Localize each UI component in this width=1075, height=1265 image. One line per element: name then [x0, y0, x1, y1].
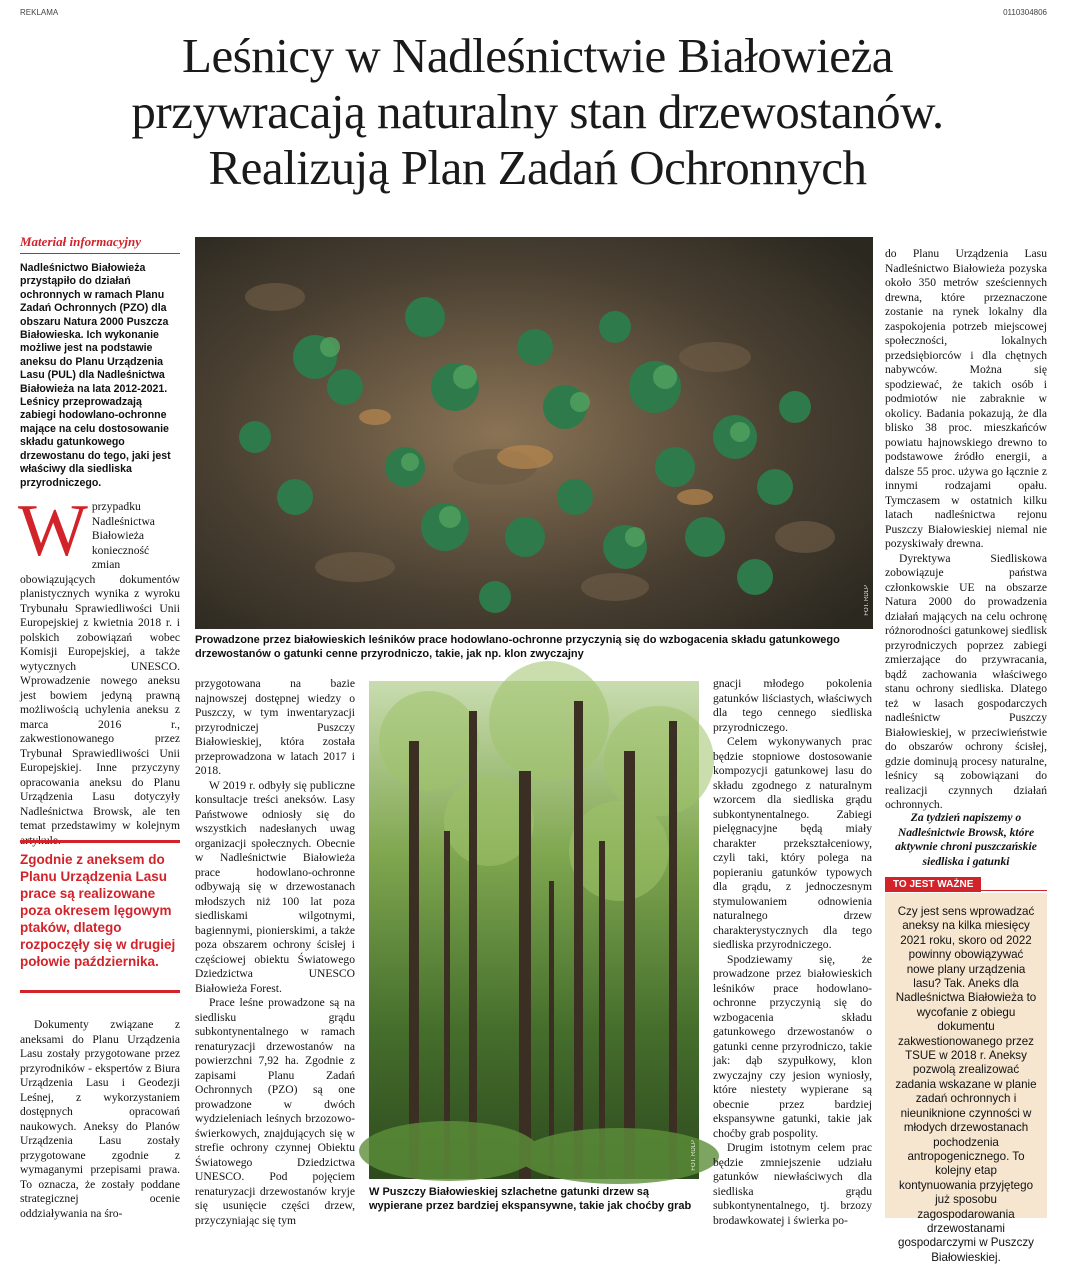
headline — [0, 28, 1075, 196]
section-label: REKLAMA — [20, 8, 59, 17]
column-4-paragraph-1: do Planu Urządzenia Lasu Nadleśnictwo Białowieża pozyska około 350 metrów sześciennych drewna, które przeznaczone zostanie na rynek lokalny dla zaspokojenia potrzeb miejscowej społeczności, lokalnych przedsiębiorców i dla chętnych nabywców. Można się spodziewać, że takich osób i podmiotów nie zabraknie w okolicy. Badania pokazują, że dla blisko 38 proc. mieszkańców powiatu hajnowskiego drewno to podstawowe źródło energii, a dalsze 55 proc. używa go łącznie z innymi rodzajami opału. Tymczasem w ostatnich kilku latach nadleśnictwa rejonu Puszczy Białowieskiej niemal nie pozyskiwały drewna. — [885, 247, 1047, 550]
ad-code: 0110304806 — [1003, 8, 1047, 17]
column-2 — [195, 677, 355, 1225]
column-1-bottom — [20, 1018, 180, 1223]
lead-paragraph: Nadleśnictwo Białowieża przystąpiło do działań ochronnych w ramach Planu Zadań Ochronnych (PZO) dla obszaru Natura 2000 Puszcza Białowieska. Ich wykonanie możliwe jest na podstawie aneksu do Planu Urządzenia Lasu (PUL) dla Nadleśnictwa Białowieża na lata 2012-2021. Leśnicy przeprowadzają zabiegi hodowlano-ochronne mające na celu dostosowanie składu gatunkowego drzewostanu do tego, jaki jest właściwy dla siedliska przyrodniczego. — [20, 262, 171, 489]
infobox-text: Czy jest sens wprowadzać aneksy na kilka miesięcy 2021 roku, skoro od 2022 powinny obowiązywać nowe plany urządzenia lasu? Tak. Aneks dla Nadleśnictwa Białowieża to wycofanie z obiegu dokumentu zakwestionowanego przez TSUE w 2018 r. Aneksy pozwolą zrealizować zadania wskazane w planie zadań ochronnych i nieuniknione czynności w młodych drzewostanach pochodzenia antropogenicznego. To kolejny etap kontynuowania przyjętego już sposobu zagospodarowania drzewostanami gospodarczymi w Puszczy Białowieskiej. — [895, 905, 1037, 1264]
infobox — [885, 893, 1047, 1264]
column-3-paragraph-2: Celem wykonywanych prac będzie stopniowe dostosowanie kompozycji gatunkowej lasu do składu zgodnego z naturalnym wzorcem dla siedliska grądu subkontynentalnego. Zabiegi pielęgnacyjne będą miały charakter przekształceniowy, czyli taki, który polega na popieraniu gatunków typowych dla grądu, z jednoczesnym stymulowaniem odnowienia naturalnego drzew charakterystycznych dla tego siedliska przyrodniczego. — [713, 735, 872, 951]
headline-line-1: Leśnicy w Nadleśnictwie Białowieża — [182, 28, 893, 83]
headline-line-2: przywracają naturalny stan drzewostanów. — [131, 84, 944, 139]
column-2-paragraph-1: przygotowana na bazie najnowszej dostępnej wiedzy o Puszczy, w tym inwentaryzacji przyrodniczej Puszczy Białowieskiej, która została przeprowadzona w latach 2017 i 2018. — [195, 677, 355, 777]
column-3 — [713, 677, 872, 1225]
column-2-paragraph-3: Prace leśne prowadzone są na siedlisku grądu subkontynentalnego w ramach renaturyzacji drzewostanów na powierzchni 7,92 ha. Zgodnie z zapisami Planu Zadań Ochronnych (PZO) są one prowadzone w dwóch wydzieleniach leśnych brzozowo-świerkowych, znajdujących się w strefie ochrony czynnej Obiektu Światowego Dziedzictwa UNESCO. Pod pojęciem renaturyzacji drzewostanów kryje się usunięcie części drzew, przyczyniając się tym — [195, 996, 355, 1227]
column-3-paragraph-1: gnacji młodego pokolenia gatunków liściastych, właściwych dla tego cennego siedliska przyrodniczego. — [713, 677, 872, 734]
headline-line-3: Realizują Plan Zadań Ochronnych — [208, 140, 867, 195]
column-4 — [885, 247, 1047, 822]
photo-2-credit: FOT. RDLP — [691, 1140, 697, 1171]
photo-2-caption: W Puszczy Białowieskiej szlachetne gatunki drzew są wypierane przez bardziej ekspansywne, takie jak choćby grab — [369, 1186, 692, 1212]
photo-forest-trees — [369, 681, 699, 1179]
pull-quote: Zgodnie z aneksem do Planu Urządzenia Lasu prace są realizowane poza okresem lęgowym ptaków, dlatego rozpoczęły się w drugiej połowie października. — [20, 840, 180, 970]
photo-maple-groundcover — [195, 237, 873, 629]
column-1-top — [18, 490, 180, 847]
infobox-rule — [885, 890, 1047, 891]
column-4-paragraph-2: Dyrektywa Siedliskowa zobowiązuje państwa członkowskie UE na obszarze Natura 2000 do prowadzenia działań mających na celu ochronę różnorodności gatunkowej siedlisk przyrodniczych poprzez zabiegi zmierzające do przywracania, bądź zachowania właściwego stanu ochrony siedliska. Dlatego też w lasach gospodarczych nadleśnictw Puszczy Białowieskiej, w przeciwieństwie do obszarów ochrony ścisłej, gdzie dominują procesy naturalne, leśnicy są zobowiązani do realizacji czynnych działań ochronnych. — [885, 551, 1047, 811]
photo-1-credit: FOT. RDLP — [864, 585, 870, 616]
column-3-paragraph-3: Spodziewamy się, że prowadzone przez białowieskich leśników prace hodowlano-ochronne przyczynią się do wzbogacenia składu gatunkowego drzewostanów o gatunki cenne przyrodniczo, takie jak: dąb szypułkowy, klon zwyczajny czy jesion wyniosły, które niestety wypierane są obecnie przez bardziej ekspansywne gatunki, takie jak choćby grab pospolity. — [713, 952, 872, 1140]
infobox-tag: TO JEST WAŻNE — [885, 877, 981, 892]
drop-cap: W — [18, 490, 88, 572]
photo-1-caption: Prowadzone przez białowieskich leśników prace hodowlano-ochronne przyczynią się do wzbogacenia składu gatunkowego drzewostanów o gatunki cenne przyrodniczo, takie, jak np. klon zwyczajny — [195, 634, 840, 660]
pull-quote-rule — [20, 990, 180, 993]
column-2-paragraph-2: W 2019 r. odbyły się publiczne konsultacje treści aneksów. Lasy Państwowe odniosły się do wszystkich nadesłanych uwag organizacji społecznych. Obecnie w Nadleśnictwie Białowieża prace hodowlano-ochronne odbywają się w drzewostanach młodszych niż 100 lat poza siedliskami wilgotnymi, bagiennymi, pionierskimi, a także poza obszarem ochrony ścisłej i częściowej obiektu Światowego Dziedzictwa UNESCO Białowieża Forest. — [195, 778, 355, 995]
kicker: Materiał informacyjny — [20, 234, 180, 254]
column-1-paragraph-1: przypadku Nadleśnictwa Białowieża konieczność zmian obowiązujących dokumentów planistycznych wynika z wyroku Trybunału Sprawiedliwości Unii Europejskiej z kwietnia 2018 r. i polskich zobowiązań wobec Komisji Europejskiej, a także wytycznych UNESCO. Wprowadzenie nowego aneksu jest bowiem jedyną prawną możliwością uchylenia aneksu z marca 2016 r., zakwestionowanego przez Trybunał Sprawiedliwości Unii Europejskiej. Inne przyczyny opracowania aneksu do Planu Urządzenia Lasu dotyczyły Nadleśnictwa Browsk, ale ten temat przedstawimy w kolejnym artykule. — [20, 500, 180, 847]
column-3-paragraph-4: Drugim istotnym celem prac będzie zmniejszenie udziału gatunków niewłaściwych dla siedliska grądu subkontynentalnego, tj. brzozy brodawkowatej i świerka po- — [713, 1141, 872, 1227]
next-week-announcement: Za tydzień napiszemy o Nadleśnictwie Browsk, które aktywnie chroni puszczańskie siedliska i gatunki — [895, 811, 1037, 868]
column-1-paragraph-2: Dokumenty związane z aneksami do Planu Urządzenia Lasu zostały przygotowane przez przyrodników - ekspertów z Biura Urządzenia Lasu i Geodezji Leśnej, z wykorzystaniem dostępnych opracowań naukowych. Aneksy do Planów Urządzenia Lasu zostały przygotowane zgodnie z wymaganymi przepisami prawa. To oznacza, że zostały poddane strategicznej ocenie oddziaływania na śro- — [20, 1018, 180, 1220]
